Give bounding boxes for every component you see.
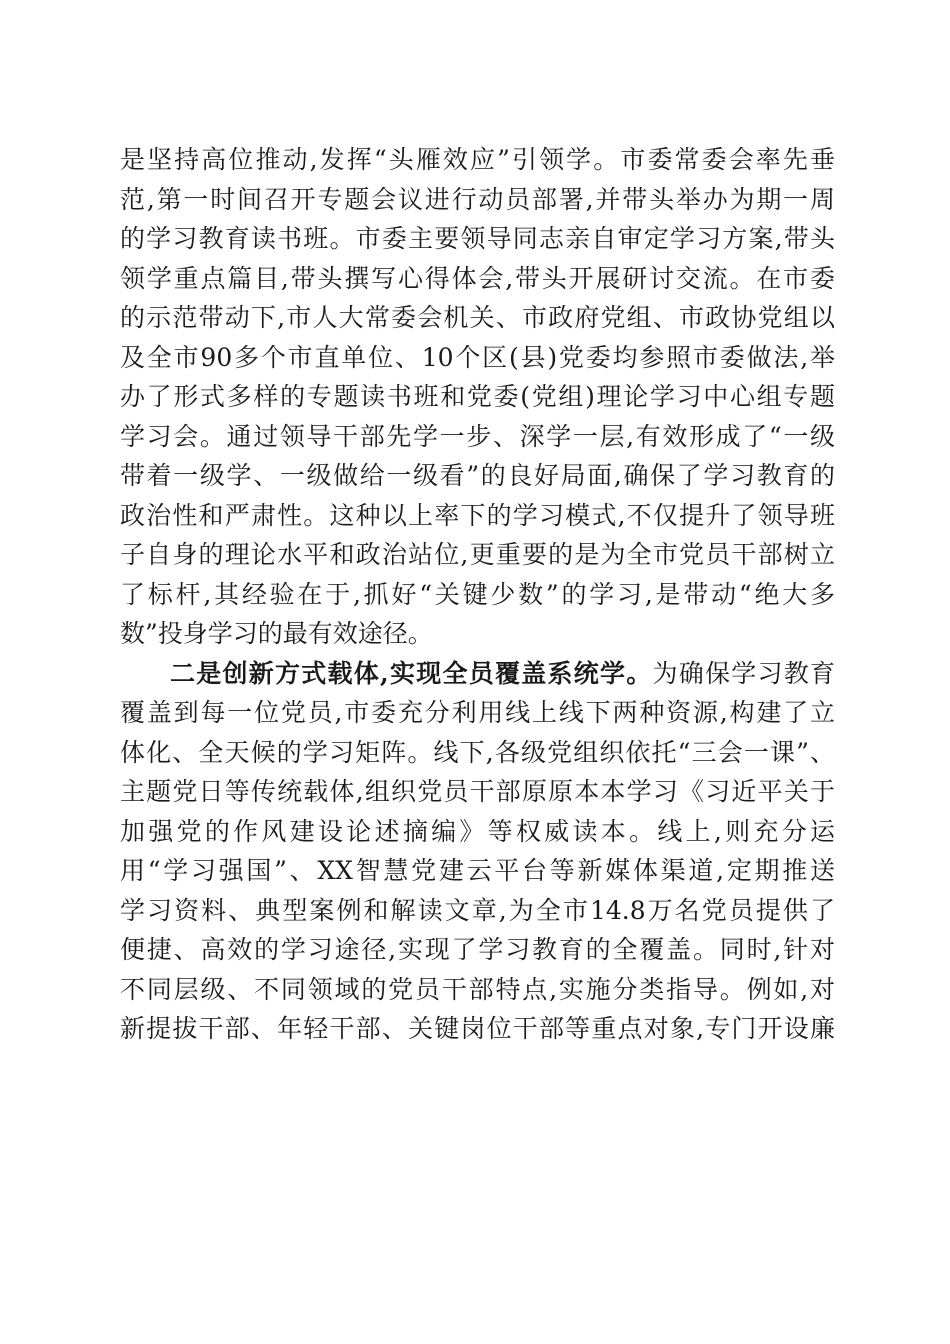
text-line: 及全市90多个市直单位、10个区(县)党委均参照市委做法,举 [120,342,835,372]
text-line: 的学习教育读书班。市委主要领导同志亲自审定学习方案,带头 [120,224,835,253]
paragraph-2-first-line [120,654,835,694]
text-line: 了标杆,其经验在于,抓好“关键少数”的学习,是带动“绝大多 [120,579,835,609]
text-line: 是坚持高位推动,发挥“头雁效应”引领学。市委常委会率先垂 [120,145,835,174]
text-line: 加强党的作风建设论述摘编》等权威读本。线上,则充分运 [120,816,835,846]
text-line: 办了形式多样的专题读书班和党委(党组)理论学习中心组专题 [120,382,835,411]
text-line: 带着一级学、一级做给一级看”的良好局面,确保了学习教育的 [120,461,835,490]
text-line: 便捷、高效的学习途径,实现了学习教育的全覆盖。同时,针对 [120,935,835,964]
text-line: 学习会。通过领导干部先学一步、深学一层,有效形成了“一级 [120,421,835,451]
text-line: 子自身的理论水平和政治站位,更重要的是为全市党员干部树立 [120,540,835,569]
text-line: 体化、全天候的学习矩阵。线下,各级党组织依托“三会一课”、 [120,737,835,767]
text-line: 学习资料、典型案例和解读文章,为全市14.8万名党员提供了 [120,895,835,925]
text-line: 数”投身学习的最有效途径。 [120,619,433,648]
text-line: 不同层级、不同领域的党员干部特点,实施分类指导。例如,对 [120,974,835,1004]
text-line: 政治性和严肃性。这种以上率下的学习模式,不仅提升了领导班 [120,500,835,530]
paragraph-2 [120,654,835,1049]
text-line: 范,第一时间召开专题会议进行动员部署,并带头举办为期一周 [120,184,835,214]
paragraph-lead: 二是创新方式载体,实现全员覆盖系统学。 [170,658,653,688]
text-line: 的示范带动下,市人大常委会机关、市政府党组、市政协党组以 [120,303,835,332]
text-line: 新提拔干部、年轻干部、关键岗位干部等重点对象,专门开设廉 [120,1014,835,1043]
paragraph-1 [120,140,835,654]
text-line: 领学重点篇目,带头撰写心得体会,带头开展研讨交流。在市委 [120,263,835,293]
body-text [120,140,835,1049]
paragraph-2-first-line-rest: 为确保学习教育 [652,658,835,688]
text-line: 用“学习强国”、XX智慧党建云平台等新媒体渠道,定期推送 [120,856,835,885]
text-line: 覆盖到每一位党员,市委充分利用线上线下两种资源,构建了立 [120,698,835,727]
text-line: 主题党日等传统载体,组织党员干部原原本本学习《习近平关于 [120,777,835,806]
